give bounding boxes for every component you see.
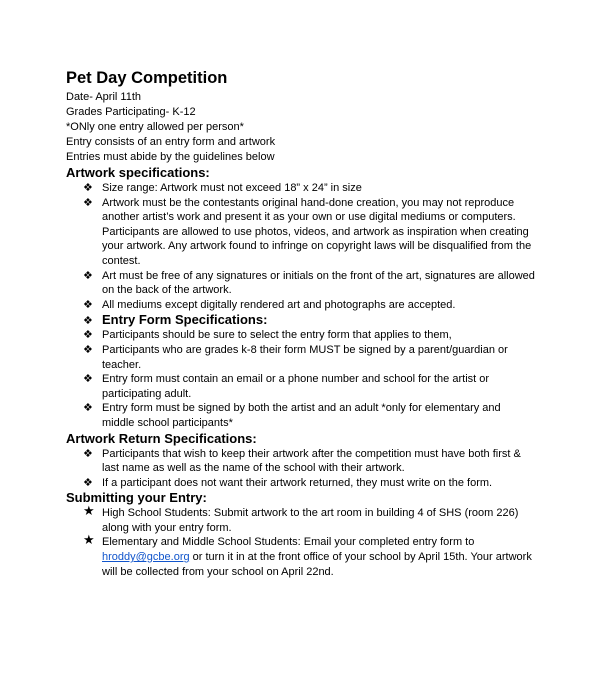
list-item: ★ Elementary and Middle School Students: Email your completed entry form to hroddy@gcbe.org or turn it in at the front office of your school by April 15th. Your artwork will be collected from your school on April 22nd. bbox=[83, 533, 532, 578]
intro-date: Date- April 11th bbox=[66, 91, 142, 103]
entry-form-heading: ❖ Entry Form Specifications: bbox=[83, 312, 268, 328]
list-item: ❖ Entry form must contain an email or a phone number and school for the artist or participating adult. bbox=[83, 372, 490, 400]
list-item: ❖ Artwork must be the contestants original hand-done creation, you may not reproduce another artist’s work and present it as your own or use digital mediums or computers. Participants are allowed to use photos, videos, and artwork as inspiration when creating your artwork. Any artwork found to infringe on copyright laws will be disqualified from the contest. bbox=[83, 195, 532, 267]
list-item: ★ High School Students: Submit artwork to the art room in building 4 of SHS (room 226) along with your entry form. bbox=[83, 504, 519, 534]
list-item: ❖ Size range: Artwork must not exceed 18” x 24” in size bbox=[83, 181, 362, 194]
list-item: ❖ Participants who are grades k-8 their form MUST be signed by a parent/guardian or teacher. bbox=[83, 342, 508, 371]
diamond-bullet-icon: ❖ bbox=[83, 342, 93, 356]
doc-title: Pet Day Competition bbox=[66, 69, 228, 87]
intro-guidelines: Entries must abide by the guidelines below bbox=[66, 151, 275, 163]
intro-entry-consists: Entry consists of an entry form and artwork bbox=[66, 136, 276, 148]
return-heading: Artwork Return Specifications: bbox=[66, 430, 257, 446]
star-bullet-icon: ★ bbox=[83, 533, 95, 549]
list-item: ❖ All mediums except digitally rendered art and photographs are accepted. bbox=[83, 297, 456, 311]
return-list bbox=[66, 447, 536, 491]
diamond-bullet-icon: ❖ bbox=[83, 268, 93, 282]
diamond-bullet-icon: ❖ bbox=[83, 314, 93, 328]
diamond-bullet-icon: ❖ bbox=[83, 372, 93, 386]
diamond-bullet-icon: ❖ bbox=[83, 181, 93, 194]
diamond-bullet-icon: ❖ bbox=[83, 328, 93, 342]
list-item: ❖ Art must be free of any signatures or initials on the front of the art, signatures are allowed on the back of the artwork. bbox=[83, 268, 535, 297]
diamond-bullet-icon: ❖ bbox=[83, 297, 93, 311]
email-link[interactable]: hroddy@gcbe.org bbox=[102, 551, 190, 564]
intro-one-entry: *ONly one entry allowed per person* bbox=[66, 121, 244, 133]
diamond-bullet-icon: ❖ bbox=[83, 475, 93, 489]
list-item: ❖ Entry form must be signed by both the artist and an adult *only for elementary and middle school participants* bbox=[83, 401, 501, 429]
diamond-bullet-icon: ❖ bbox=[83, 401, 93, 415]
diamond-bullet-icon: ❖ bbox=[83, 446, 93, 460]
submit-heading: Submitting your Entry: bbox=[66, 490, 207, 506]
list-item: ❖ Participants that wish to keep their artwork after the competition must have both first & last name as well as the name of the school with their artwork. bbox=[83, 446, 521, 475]
artwork-list bbox=[66, 181, 536, 431]
intro-grades: Grades Participating- K-12 bbox=[66, 106, 196, 118]
submit-list bbox=[66, 506, 536, 579]
diamond-bullet-icon: ❖ bbox=[83, 195, 93, 209]
document-page bbox=[66, 68, 536, 579]
list-item: ❖ If a participant does not want their artwork returned, they must write on the form. bbox=[83, 475, 493, 489]
list-item: ❖ Participants should be sure to select the entry form that applies to them, bbox=[83, 328, 452, 342]
artwork-heading: Artwork specifications: bbox=[66, 165, 210, 180]
star-bullet-icon: ★ bbox=[83, 504, 95, 520]
